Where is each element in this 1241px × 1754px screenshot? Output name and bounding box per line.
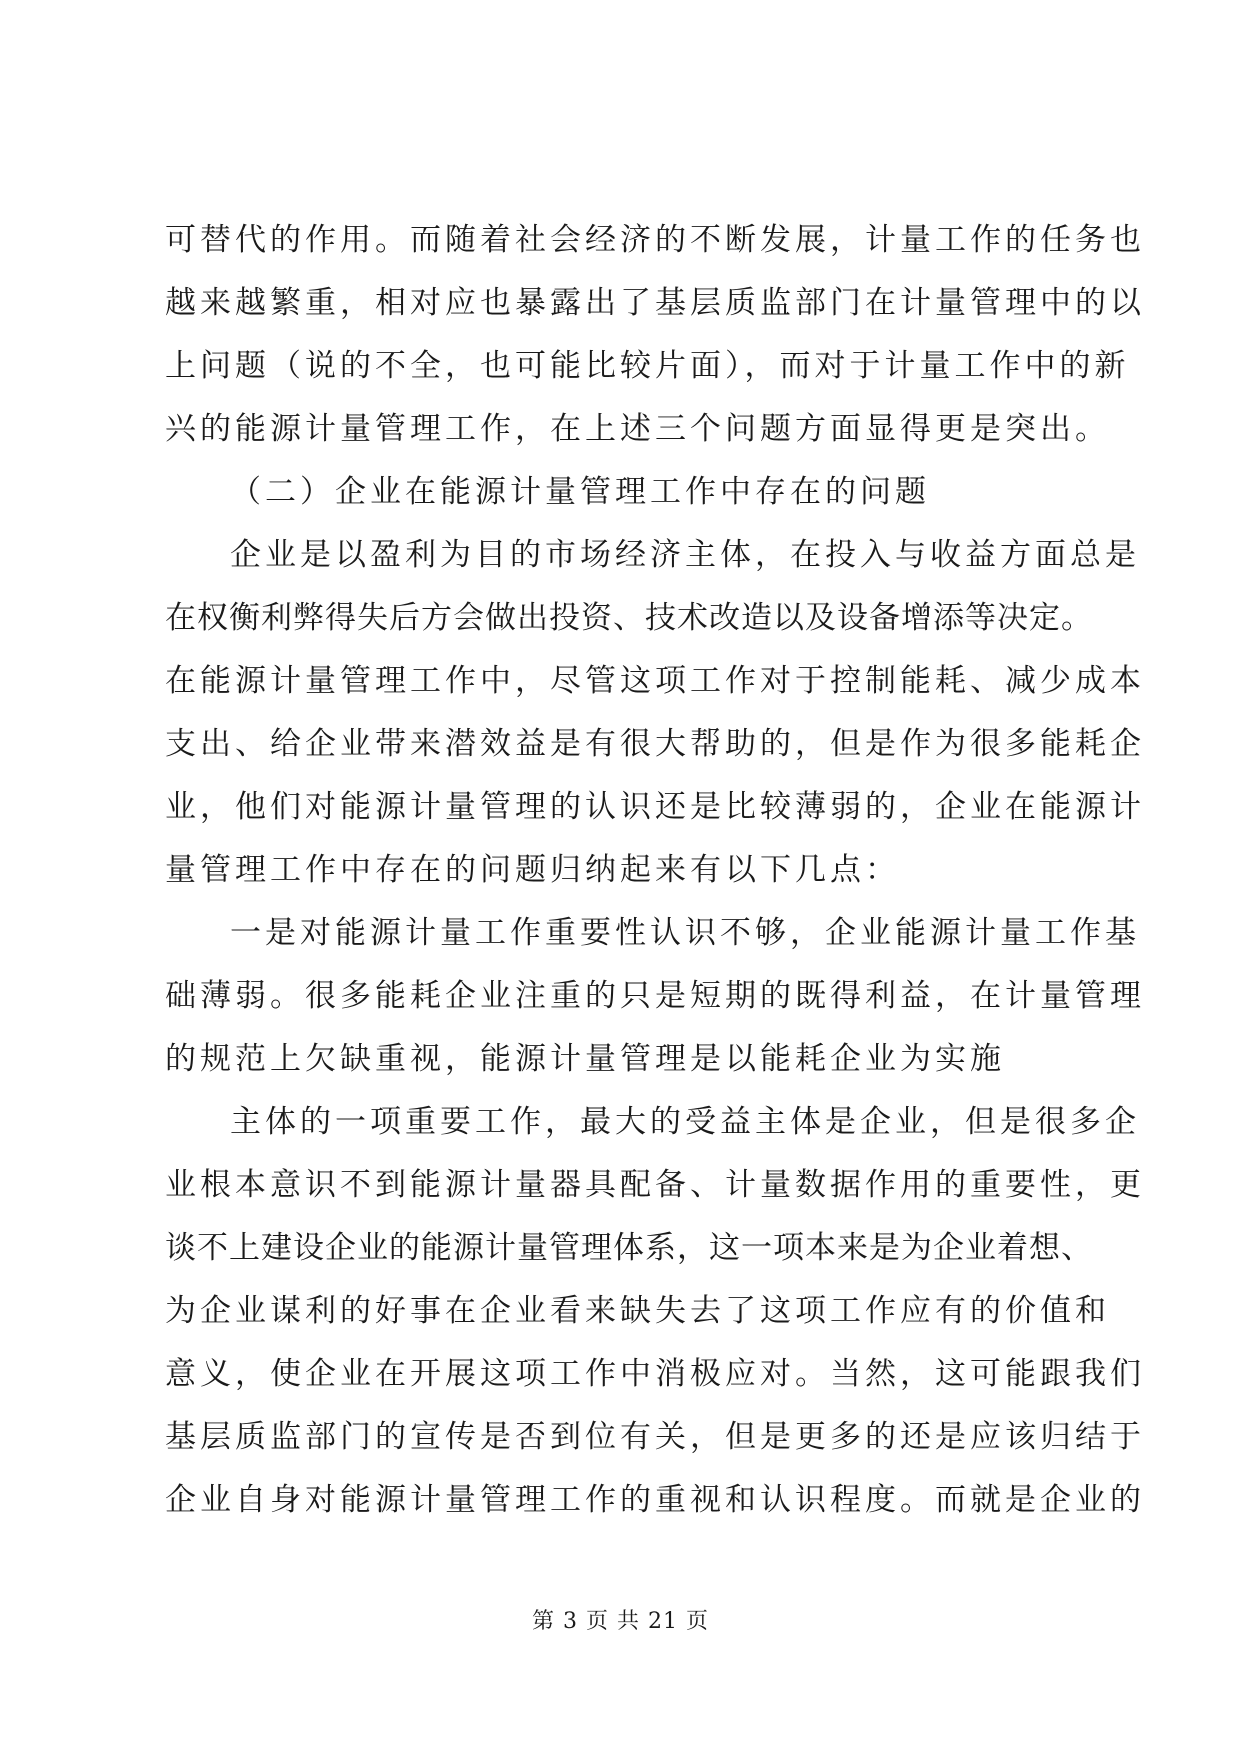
paragraph-line: 越来越繁重，相对应也暴露出了基层质监部门在计量管理中的以 <box>165 285 1145 321</box>
paragraph-line: 一是对能源计量工作重要性认识不够，企业能源计量工作基 <box>230 915 1140 951</box>
paragraph-line: 意义，使企业在开展这项工作中消极应对。当然，这可能跟我们 <box>165 1356 1145 1392</box>
paragraph-line: 企业是以盈利为目的市场经济主体，在投入与收益方面总是 <box>230 537 1140 573</box>
paragraph-line: 上问题（说的不全，也可能比较片面），而对于计量工作中的新 <box>165 348 1130 384</box>
paragraph-line: 支出、给企业带来潜效益是有很大帮助的，但是作为很多能耗企 <box>165 726 1145 762</box>
paragraph-line: 为企业谋利的好事在企业看来缺失去了这项工作应有的价值和 <box>165 1293 1110 1329</box>
paragraph-line: 主体的一项重要工作，最大的受益主体是企业，但是很多企 <box>230 1104 1140 1140</box>
paragraph-line: 谈不上建设企业的能源计量管理体系，这一项本来是为企业着想、 <box>165 1230 1093 1266</box>
paragraph-line: 在权衡利弊得失后方会做出投资、技术改造以及设备增添等决定。 <box>165 600 1093 636</box>
paragraph-line: 的规范上欠缺重视，能源计量管理是以能耗企业为实施 <box>165 1041 1005 1077</box>
paragraph-line: 量管理工作中存在的问题归纳起来有以下几点： <box>165 852 900 888</box>
paragraph-line: 企业自身对能源计量管理工作的重视和认识程度。而就是企业的 <box>165 1482 1145 1518</box>
paragraph-line: 在能源计量管理工作中，尽管这项工作对于控制能耗、减少成本 <box>165 663 1145 699</box>
paragraph-line: 业，他们对能源计量管理的认识还是比较薄弱的，企业在能源计 <box>165 789 1145 825</box>
paragraph-line: 可替代的作用。而随着社会经济的不断发展，计量工作的任务也 <box>165 222 1145 258</box>
paragraph-line: 基层质监部门的宣传是否到位有关，但是更多的还是应该归结于 <box>165 1419 1145 1455</box>
section-heading: （二）企业在能源计量管理工作中存在的问题 <box>230 474 930 510</box>
paragraph-line: 业根本意识不到能源计量器具配备、计量数据作用的重要性，更 <box>165 1167 1145 1203</box>
paragraph-line: 础薄弱。很多能耗企业注重的只是短期的既得利益，在计量管理 <box>165 978 1145 1014</box>
page-number-footer: 第 3 页 共 21 页 <box>532 1609 709 1634</box>
paragraph-line: 兴的能源计量管理工作，在上述三个问题方面显得更是突出。 <box>165 411 1110 447</box>
